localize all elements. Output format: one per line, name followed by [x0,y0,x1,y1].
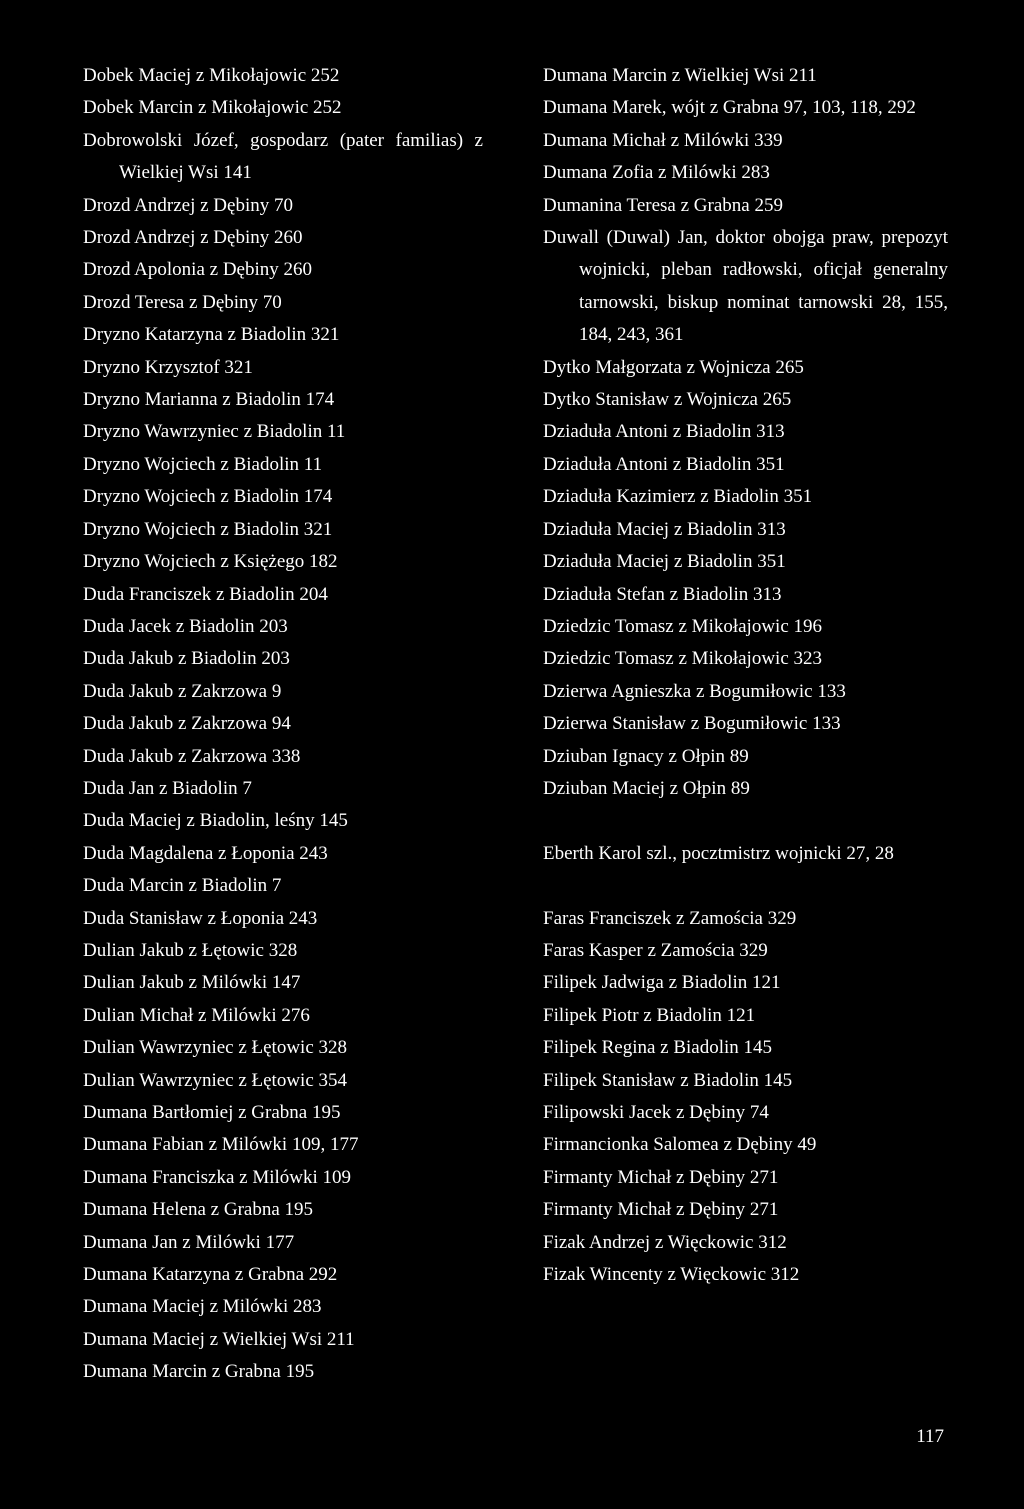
index-entry: Dumana Fabian z Milówki 109, 177 [83,1134,359,1156]
index-entry: Dziuban Ignacy z Ołpin 89 [543,745,749,767]
page-number: 117 [916,1426,944,1447]
index-entry: Faras Franciszek z Zamościa 329 [543,907,797,929]
index-entry: Duda Magdalena z Łoponia 243 [83,842,328,864]
index-entry: Dobek Maciej z Mikołajowic 252 [83,65,340,86]
index-entry: Duda Jacek z Biadolin 203 [83,615,288,637]
index-entry: Faras Kasper z Zamościa 329 [543,939,768,961]
index-entry: Dziedzic Tomasz z Mikołajowic 196 [543,615,823,637]
index-entry: Eberth Karol szl., pocztmistrz wojnicki 27, 28 [543,842,894,864]
index-entry: Filipek Regina z Biadolin 145 [543,1037,773,1059]
index-entry: Dryzno Marianna z Biadolin 174 [83,389,335,411]
index-column-left [83,60,483,1389]
index-entry: Dziuban Maciej z Ołpin 89 [543,777,750,799]
index-entry: Dumana Maciej z Wielkiej Wsi 211 [83,1328,355,1350]
index-entry: Firmancionka Salomea z Dębiny 49 [543,1134,817,1156]
index-entry: Dumana Katarzyna z Grabna 292 [83,1264,338,1286]
index-entry: Duda Marcin z Biadolin 7 [83,875,282,897]
index-entry: Dulian Wawrzyniec z Łętowic 354 [83,1069,348,1091]
index-entry: Dryzno Wojciech z Księżego 182 [83,551,338,573]
index-entry: Dulian Michał z Milówki 276 [83,1004,310,1026]
index-entry: Duda Jakub z Zakrzowa 9 [83,680,282,702]
index-entry: Duda Jan z Biadolin 7 [83,777,252,799]
index-entry: Duda Jakub z Zakrzowa 338 [83,745,301,767]
index-entry: Firmanty Michał z Dębiny 271 [543,1199,779,1221]
index-entry: Dumana Helena z Grabna 195 [83,1199,314,1221]
index-entry: Filipek Piotr z Biadolin 121 [543,1004,756,1026]
index-entry: Dulian Wawrzyniec z Łętowic 328 [83,1037,348,1059]
index-entry: Fizak Wincenty z Więckowic 312 [543,1264,800,1285]
index-entry: Drozd Andrzej z Dębiny 70 [83,194,293,216]
index-entry: Filipek Jadwiga z Biadolin 121 [543,972,781,994]
index-entry: Dytko Stanisław z Wojnicza 265 [543,389,792,411]
index-entry: Dulian Jakub z Milówki 147 [83,972,301,994]
index-entry: Fizak Andrzej z Więckowic 312 [543,1231,787,1253]
letter-section-gap [543,870,948,902]
index-entry: Dumana Michał z Milówki 339 [543,129,783,151]
index-entry: Dziaduła Maciej z Biadolin 313 [543,518,786,540]
index-entry: Dumana Marek, wójt z Grabna 97, 103, 118, 292 [543,97,916,119]
index-entry: Dryzno Katarzyna z Biadolin 321 [83,324,340,346]
index-entry: Dobek Marcin z Mikołajowic 252 [83,97,342,119]
index-entry: Dumanina Teresa z Grabna 259 [543,194,783,216]
index-entry: Dzierwa Stanisław z Bogumiłowic 133 [543,713,841,735]
index-entry: Dziaduła Kazimierz z Biadolin 351 [543,486,813,508]
index-entry: Dumana Jan z Milówki 177 [83,1231,295,1253]
index-entry: Dziaduła Maciej z Biadolin 351 [543,551,786,573]
index-entry: Dryzno Wawrzyniec z Biadolin 11 [83,421,346,443]
index-entry: Dzierwa Agnieszka z Bogumiłowic 133 [543,680,846,702]
index-column-right [543,60,948,1291]
index-entry: Duda Franciszek z Biadolin 204 [83,583,328,605]
index-entry: Duwall (Duwal) Jan, doktor obojga praw, prepozyt wojnicki, pleban radłowski, oficjał generalny tarnowski, biskup nominat tarnowski 28, 155, 184, 243, 361 [543,227,948,346]
index-entry: Filipek Stanisław z Biadolin 145 [543,1069,793,1091]
index-entry: Dumana Bartłomiej z Grabna 195 [83,1102,341,1123]
index-entry: Duda Jakub z Biadolin 203 [83,648,290,670]
index-entry: Duda Maciej z Biadolin, leśny 145 [83,810,348,832]
index-entry: Dziedzic Tomasz z Mikołajowic 323 [543,648,823,670]
letter-section-gap [543,805,948,837]
index-entry: Dryzno Wojciech z Biadolin 174 [83,486,333,508]
index-entry: Filipowski Jacek z Dębiny 74 [543,1101,769,1123]
index-entry: Dumana Zofia z Milówki 283 [543,162,770,184]
index-entry: Duda Stanisław z Łoponia 243 [83,907,318,929]
index-entry: Firmanty Michał z Dębiny 271 [543,1166,779,1188]
index-entry: Dziaduła Antoni z Biadolin 313 [543,421,785,443]
index-entry: Drozd Teresa z Dębiny 70 [83,291,282,313]
index-entry: Dumana Marcin z Grabna 195 [83,1361,315,1383]
index-entry: Dryzno Wojciech z Biadolin 321 [83,518,333,540]
index-entry: Dumana Marcin z Wielkiej Wsi 211 [543,65,817,86]
index-entry: Dobrowolski Józef, gospodarz (pater familias) z Wielkiej Wsi 141 [83,129,483,184]
index-entry: Dziaduła Stefan z Biadolin 313 [543,583,782,605]
index-entry: Dumana Franciszka z Milówki 109 [83,1166,352,1188]
index-entry: Dziaduła Antoni z Biadolin 351 [543,453,785,475]
index-entry: Dumana Maciej z Milówki 283 [83,1296,322,1318]
index-entry: Dulian Jakub z Łętowic 328 [83,939,298,961]
index-entry: Dryzno Krzysztof 321 [83,356,253,378]
index-entry: Drozd Apolonia z Dębiny 260 [83,259,313,281]
index-entry: Dytko Małgorzata z Wojnicza 265 [543,356,804,378]
index-entry: Duda Jakub z Zakrzowa 94 [83,713,291,735]
index-entry: Dryzno Wojciech z Biadolin 11 [83,453,323,475]
index-entry: Drozd Andrzej z Dębiny 260 [83,227,303,249]
